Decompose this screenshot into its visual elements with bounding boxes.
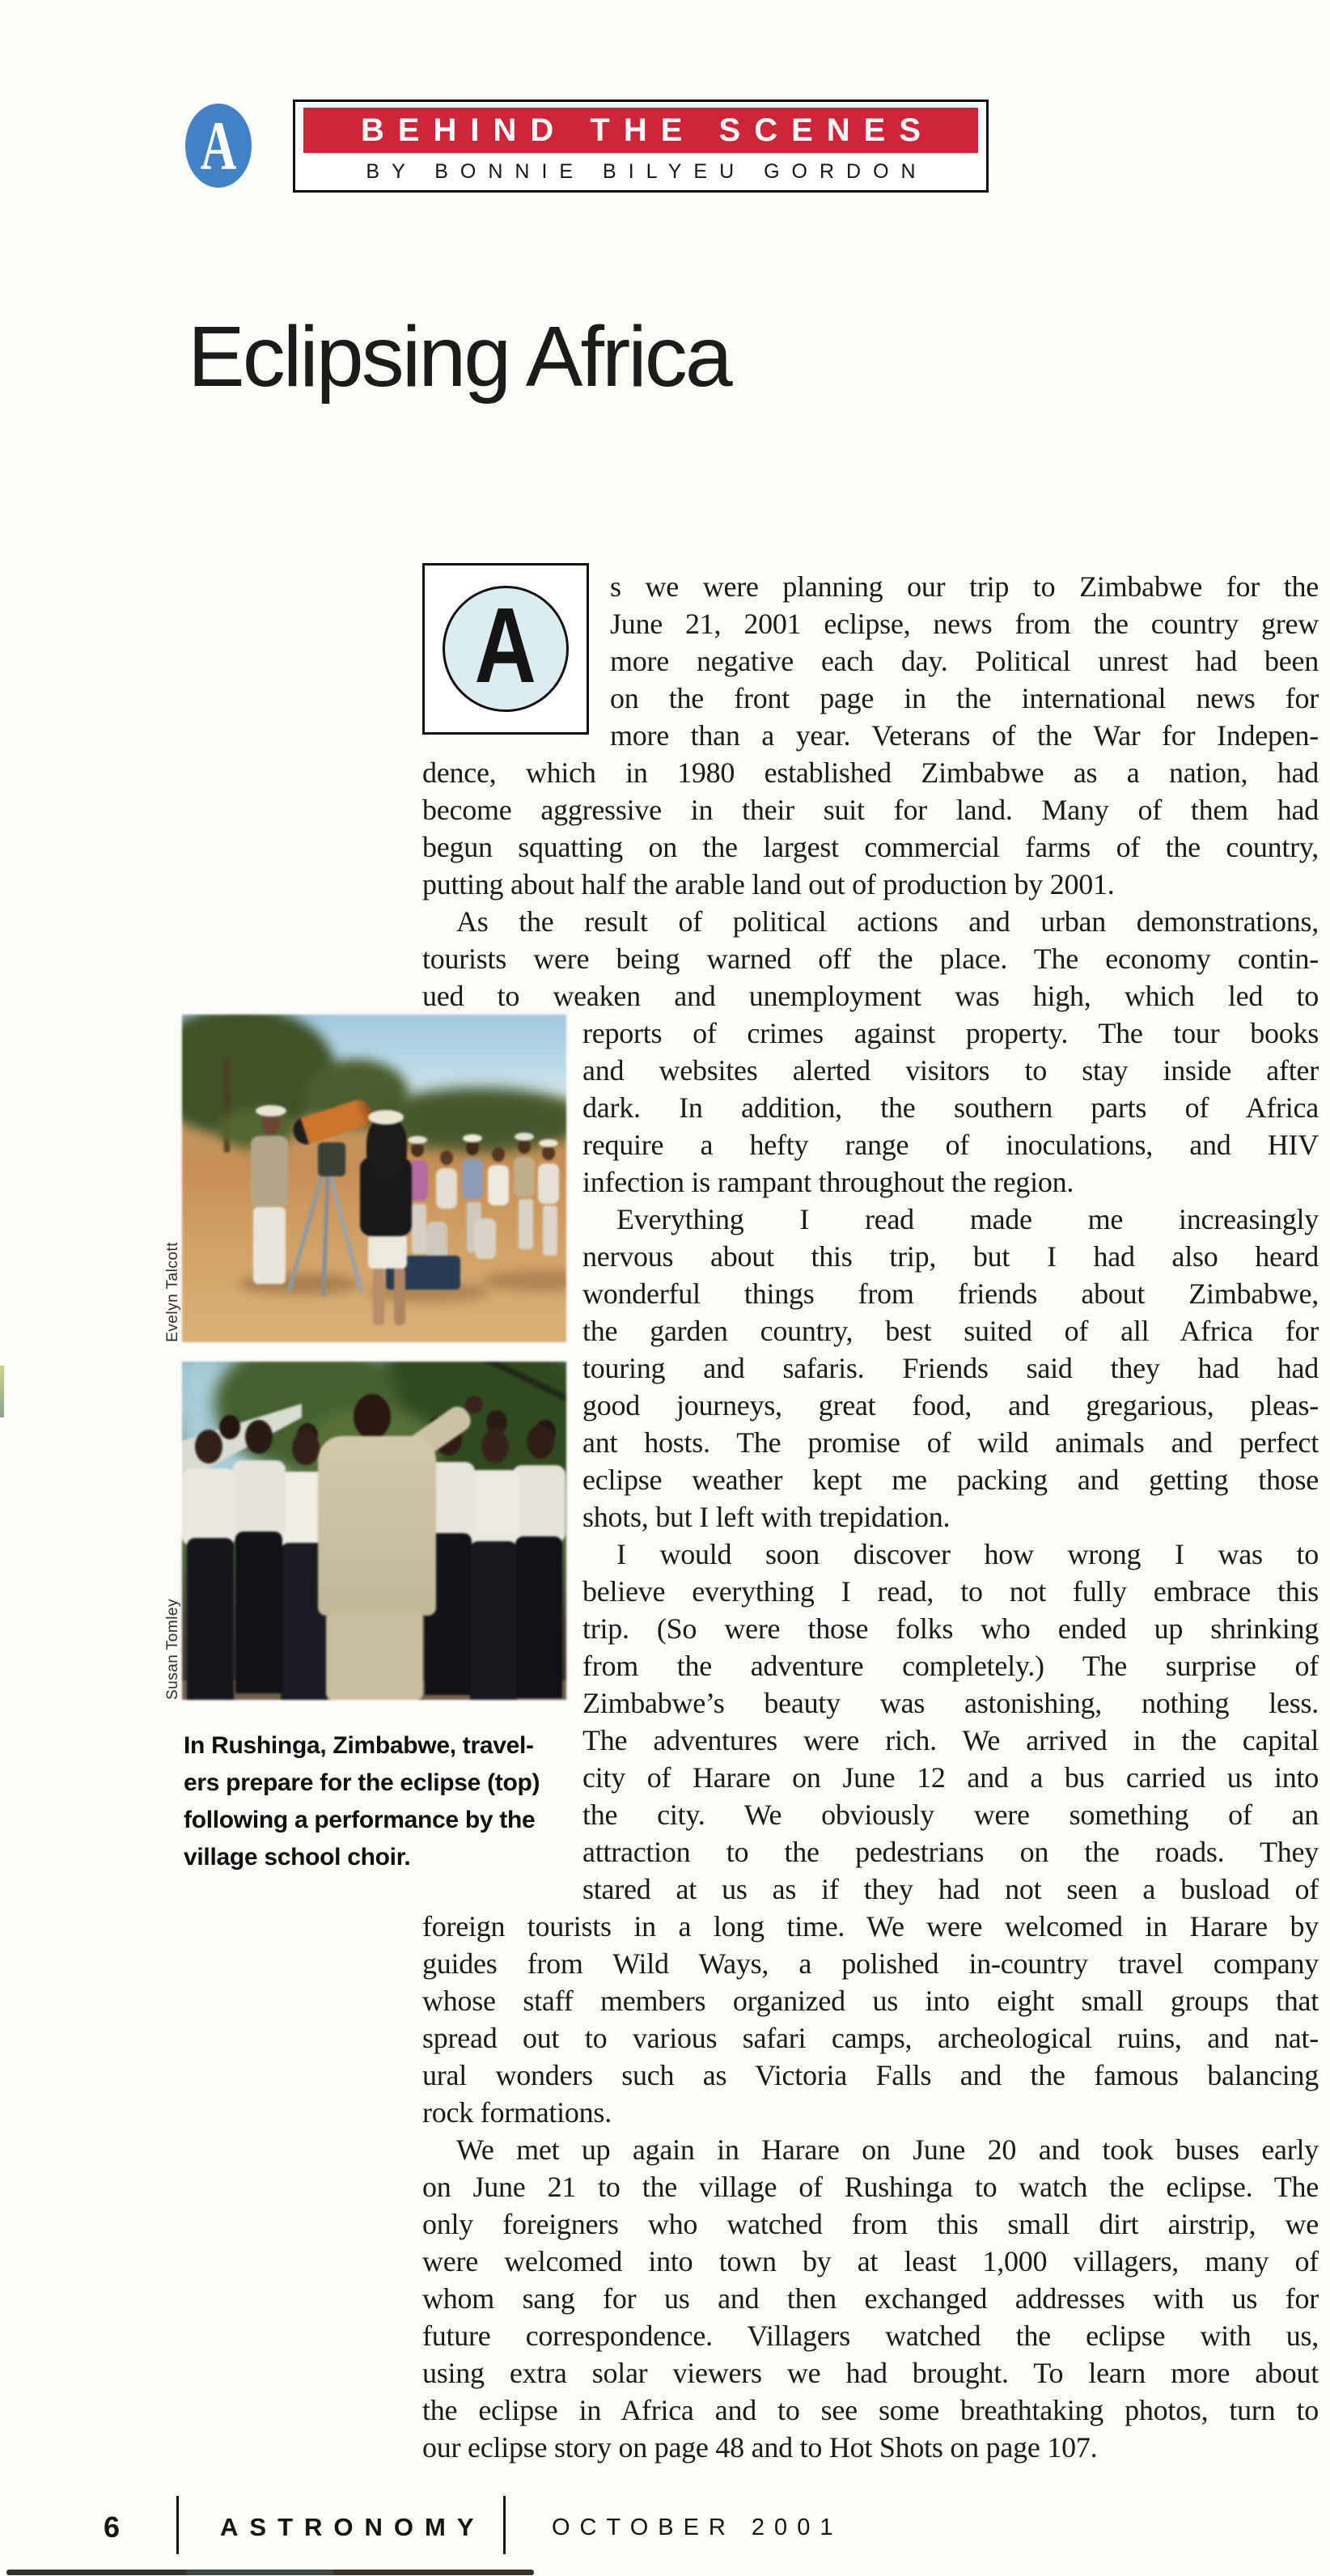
- body-text-line: attraction to the pedestrians on the roads. They: [582, 1836, 1319, 1868]
- page-footer: [0, 2496, 1330, 2557]
- issue-date: OCTOBER 2001: [552, 2515, 843, 2540]
- body-text-line: rock formations.: [422, 2096, 612, 2129]
- telescope-mount: [318, 1142, 345, 1176]
- body-text-line: shots, but I left with trepidation.: [582, 1501, 951, 1533]
- photo-eclipse-preparation: [164, 1015, 566, 1342]
- scan-edge-strip: [6, 2570, 534, 2575]
- logo-letter: A: [200, 107, 237, 184]
- photo-school-choir-art: [182, 1362, 566, 1700]
- body-text-line: June 21, 2001 eclipse, news from the country grew: [610, 608, 1319, 640]
- body-text-line: guides from Wild Ways, a polished in-country travel company: [422, 1947, 1319, 1980]
- body-text-line: require a hefty range of inoculations, and HIV: [582, 1129, 1319, 1161]
- body-text-line: begun squatting on the largest commercial farms of the country,: [422, 831, 1319, 863]
- conductor-head: [354, 1394, 391, 1439]
- body-text-line: and websites alerted visitors to stay inside after: [582, 1054, 1319, 1087]
- photo-caption-line: village school choir.: [184, 1844, 411, 1871]
- photo-caption-line: ers prepare for the eclipse (top): [184, 1769, 540, 1796]
- body-text-line: whom sang for us and then exchanged addresses with us for: [422, 2282, 1319, 2315]
- astronomy-logo: [185, 104, 252, 188]
- body-text-line: were welcomed into town by at least 1,000 villagers, many of: [422, 2245, 1319, 2277]
- body-text-line: the garden country, best suited of all Africa for: [582, 1315, 1319, 1347]
- body-text-line: infection is rampant throughout the region.: [582, 1166, 1074, 1198]
- body-text-line: ant hosts. The promise of wild animals and perfect: [582, 1426, 1319, 1459]
- observer-legs: [253, 1207, 286, 1284]
- choir-heads: [195, 1430, 222, 1464]
- body-text-line: I would soon discover how wrong I was to: [616, 1538, 1319, 1570]
- body-text-line: The adventures were rich. We arrived in the capital: [582, 1724, 1319, 1756]
- body-text-line: Zimbabwe’s beauty was astonishing, nothing less.: [582, 1687, 1319, 1719]
- body-text-line: our eclipse story on page 48 and to Hot Shots on page 107.: [422, 2431, 1098, 2464]
- body-text-line: whose staff members organized us into eight small groups that: [422, 1985, 1319, 2017]
- body-text-line: dence, which in 1980 established Zimbabwe as a nation, had: [422, 756, 1319, 789]
- conductor-hand: [465, 1396, 483, 1413]
- photo-caption-line: following a performance by the: [184, 1807, 536, 1833]
- photo-credit-top: Evelyn Talcott: [164, 1242, 181, 1342]
- body-text-line: wonderful things from friends about Zimbabwe,: [582, 1277, 1319, 1310]
- choir-pinafores: [187, 1538, 234, 1700]
- column-header-box: [293, 100, 989, 193]
- woman-leg: [373, 1267, 384, 1325]
- body-text-line: ued to weaken and unemployment was high, which led to: [422, 980, 1319, 1012]
- drop-cap-box: [422, 563, 589, 735]
- body-text-line: the eclipse in Africa and to see some breathtaking photos, turn to: [422, 2394, 1319, 2426]
- body-text-line: more negative each day. Political unrest had been: [610, 645, 1319, 677]
- body-text-line: Everything I read made me increasingly: [616, 1203, 1319, 1235]
- body-text-line: city of Harare on June 12 and a bus carried us into: [582, 1761, 1319, 1794]
- photo-credit-bottom: Susan Tomley: [164, 1599, 181, 1700]
- body-text-line: become aggressive in their suit for land. Many of them had: [422, 794, 1319, 826]
- byline-row: [303, 153, 978, 190]
- body-text-line: putting about half the arable land out of production by 2001.: [422, 868, 1115, 900]
- body-text-line: on June 21 to the village of Rushinga to watch the eclipse. The: [422, 2171, 1319, 2203]
- body-text-line: foreign tourists in a long time. We were welcomed in Harare by: [422, 1910, 1319, 1943]
- choir-back-row-heads: [219, 1415, 240, 1439]
- photo-caption-line: In Rushinga, Zimbabwe, travel-: [184, 1732, 534, 1759]
- body-text-line: believe everything I read, to not fully embrace this: [582, 1575, 1319, 1608]
- body-text-line: spread out to various safari camps, archeological ruins, and nat-: [422, 2022, 1319, 2054]
- photo-caption: [182, 1727, 570, 1876]
- article-title: Eclipsing Africa: [188, 309, 731, 405]
- body-text-line: future correspondence. Villagers watched the eclipse with us,: [422, 2320, 1319, 2352]
- drop-cap-letter: A: [474, 586, 537, 705]
- body-text-line: eclipse weather kept me packing and getting those: [582, 1464, 1319, 1496]
- byline-text: BY BONNIE BILYEU GORDON: [366, 159, 928, 183]
- column-banner-title: BEHIND THE SCENES: [360, 112, 935, 148]
- observer-torso: [251, 1136, 288, 1207]
- body-text-line: using extra solar viewers we had brought. To learn more about: [422, 2357, 1319, 2389]
- drop-cap-circle: [443, 586, 569, 712]
- body-text-line: ural wonders such as Victoria Falls and the famous balancing: [422, 2059, 1319, 2091]
- body-text-line: stared at us as if they had not seen a busload of: [582, 1873, 1319, 1905]
- choir-shirts: [182, 1468, 235, 1546]
- body-text-line: tourists were being warned off the place. The economy contin-: [422, 943, 1319, 975]
- column-banner: [303, 108, 978, 153]
- conductor-trousers: [326, 1612, 423, 1700]
- body-text-line: s we were planning our trip to Zimbabwe for the: [610, 570, 1319, 603]
- scan-edge-mark: [0, 1366, 4, 1417]
- woman-hair: [366, 1118, 407, 1181]
- observer-hat: [256, 1105, 286, 1116]
- photo-eclipse-preparation-art: [182, 1015, 566, 1342]
- woman-leg: [394, 1267, 405, 1325]
- body-text-line: more than a year. Veterans of the War for Indepen-: [610, 719, 1319, 752]
- body-text-line: good journeys, great food, and gregarious, pleas-: [582, 1389, 1319, 1421]
- body-text-line: dark. In addition, the southern parts of Africa: [582, 1091, 1319, 1124]
- footer-divider: [503, 2496, 506, 2554]
- body-text-line: As the result of political actions and urban demonstrations,: [456, 905, 1319, 938]
- magazine-name: ASTRONOMY: [220, 2513, 485, 2541]
- body-text-line: from the adventure completely.) The surprise of: [582, 1650, 1319, 1682]
- body-text-line: on the front page in the international news for: [610, 682, 1319, 714]
- article-body: [164, 568, 1319, 2466]
- page-number: 6: [104, 2510, 121, 2544]
- photo-school-choir: [164, 1362, 566, 1700]
- footer-divider: [176, 2496, 179, 2554]
- body-text-line: We met up again in Harare on June 20 and took buses early: [456, 2133, 1319, 2166]
- photo-column: [164, 1015, 566, 1876]
- body-text-line: touring and safaris. Friends said they had had: [582, 1352, 1319, 1384]
- woman-hat: [368, 1110, 404, 1125]
- body-text-line: only foreigners who watched from this small dirt airstrip, we: [422, 2208, 1319, 2240]
- body-text-line: nervous about this trip, but I had also heard: [582, 1240, 1319, 1273]
- conductor-jacket: [318, 1436, 436, 1616]
- body-text-line: the city. We obviously were something of an: [582, 1799, 1319, 1831]
- body-text-line: trip. (So were those folks who ended up shrinking: [582, 1612, 1319, 1645]
- woman-shorts: [368, 1235, 407, 1269]
- body-text-line: reports of crimes against property. The tour books: [582, 1017, 1319, 1049]
